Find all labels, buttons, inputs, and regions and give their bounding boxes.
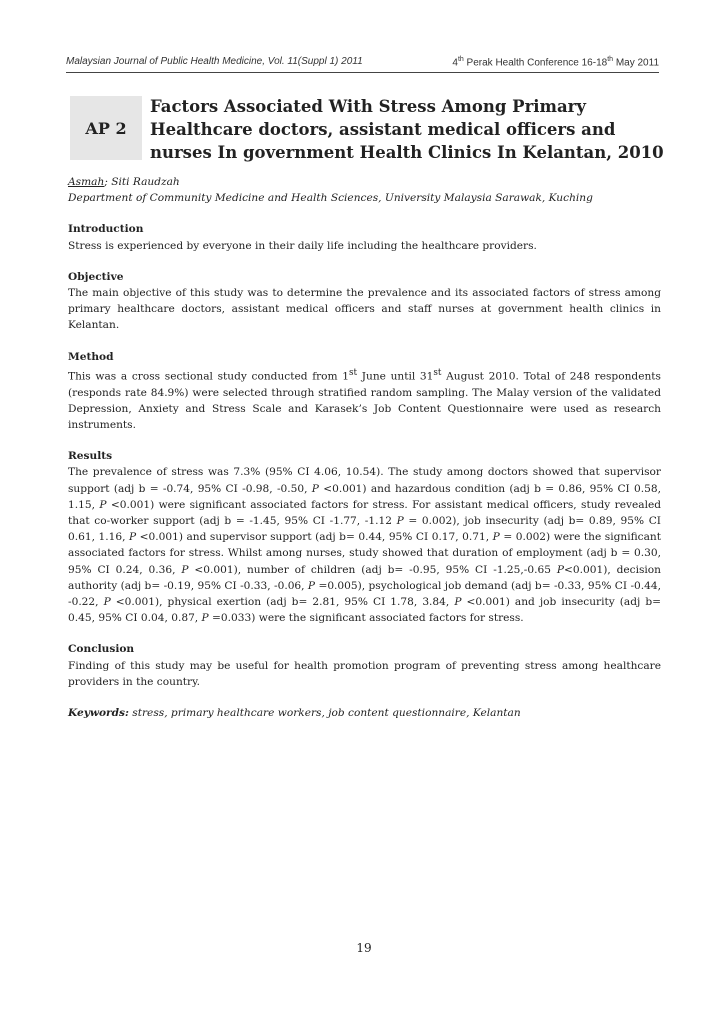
running-head: [66, 54, 659, 73]
section-heading: Results: [68, 450, 113, 463]
abstract-body: [68, 174, 661, 721]
affiliation: Department of Community Medicine and Health Sciences, University Malaysia Sarawak, Kuching: [68, 192, 593, 205]
abstract-title: [150, 95, 670, 164]
title-line: nurses In government Health Clinics In Kelantan, 2010: [150, 143, 664, 162]
presenting-author: Asmah: [68, 176, 105, 188]
section-results: [68, 448, 661, 626]
keywords-label: Keywords:: [68, 707, 129, 720]
section-method: [68, 349, 661, 434]
section-heading: Method: [68, 350, 114, 363]
conference-name: 4th Perak Health Conference 16-18th May 2011: [452, 56, 659, 69]
section-text: The prevalence of stress was 7.3% (95% CI 4.06, 10.54). The study among doctors showed that supervisor support (adj b = -0.74, 95% CI -0.98, -0.50, P <0.001) and hazardous condition (adj b = 0.86, 95% CI 0.58, 1.15, P <0.001) were significant associated factors for stress. For assistant medical officers, study revealed that co-worker support (adj b = -1.45, 95% CI -1.77, -1.12 P = 0.002), job insecurity (adj b= 0.89, 95% CI 0.61, 1.16, P <0.001) and supervisor support (adj b= 0.44, 95% CI 0.17, 0.71, P = 0.002) were the significant associated factors for stress. Whilst among nurses, study showed that duration of employment (adj b = 0.30, 95% CI 0.24, 0.36, P <0.001), number of children (adj b= -0.95, 95% CI -1.25,-0.65 P<0.001), decision authority (adj b= -0.19, 95% CI -0.33, -0.06, P =0.005), psychological job demand (adj b= -0.33, 95% CI -0.44, -0.22, P <0.001), physical exertion (adj b= 2.81, 95% CI 1.78, 3.84, P <0.001) and job insecurity (adj b= 0.45, 95% CI 0.04, 0.87, P =0.033) were the significant associated factors for stress.: [68, 466, 662, 625]
section-heading: Conclusion: [68, 643, 135, 656]
section-heading: Objective: [68, 270, 124, 283]
title-line: Healthcare doctors, assistant medical officers and: [150, 120, 616, 139]
section-heading: Introduction: [68, 223, 144, 236]
author-list: [68, 174, 661, 190]
section-text: Stress is experienced by everyone in their daily life including the healthcare providers.: [68, 239, 537, 252]
page-number: 19: [356, 941, 372, 955]
keywords: [68, 705, 661, 721]
section-conclusion: [68, 641, 661, 690]
keywords-list: stress, primary healthcare workers, job content questionnaire, Kelantan: [128, 707, 521, 720]
section-text: Finding of this study may be useful for health promotion program of preventing stress among healthcare providers in the country.: [68, 659, 661, 688]
journal-citation: Malaysian Journal of Public Health Medicine, Vol. 11(Suppl 1) 2011: [66, 56, 363, 67]
section-text: The main objective of this study was to determine the prevalence and its associated factors of stress among primary healthcare doctors, assistant medical officers and staff nurses at government health clinics in Kelantan.: [68, 287, 661, 332]
section-introduction: [68, 221, 661, 253]
abstract-code-badge: AP 2: [70, 96, 142, 160]
section-objective: [68, 269, 661, 334]
section-text: This was a cross sectional study conducted from 1st June until 31st August 2010. Total of 248 respondents (responds rate 84.9%) were selected through stratified random sampling. The Malay version of the validated Depression, Anxiety and Stress Scale and Karasek’s Job Content Questionnaire were used as research instruments.: [68, 367, 661, 431]
co-authors: ; Siti Raudzah: [104, 176, 180, 188]
title-line: Factors Associated With Stress Among Primary: [150, 97, 586, 116]
